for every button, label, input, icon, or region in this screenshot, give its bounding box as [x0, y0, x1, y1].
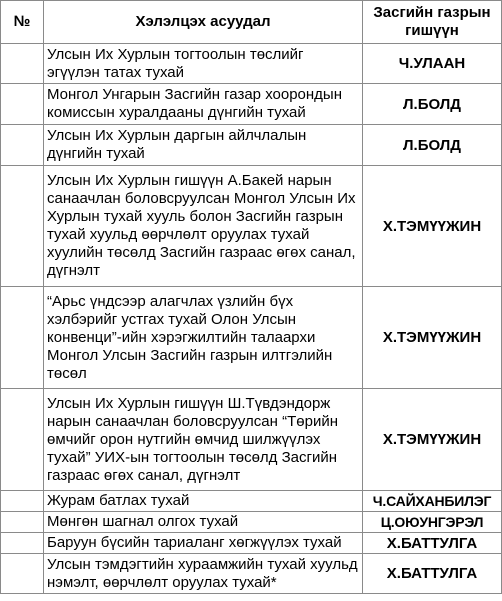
table-row: [1, 389, 502, 491]
row-member: Ч.УЛААН: [363, 44, 502, 84]
row-member: Л.БОЛД: [363, 84, 502, 125]
table-header: [1, 1, 502, 44]
row-number: [1, 554, 44, 594]
header-topic: Хэлэлцэх асуудал: [44, 1, 363, 44]
header-row: [1, 1, 502, 44]
row-number: [1, 512, 44, 533]
table-row: [1, 287, 502, 389]
row-topic: Баруун бүсийн тариаланг хөгжүүлэх тухай: [44, 533, 363, 554]
row-number: [1, 389, 44, 491]
row-member: Ч.САЙХАНБИЛЭГ: [363, 491, 502, 512]
row-number: [1, 84, 44, 125]
table-row: [1, 125, 502, 166]
table-row: [1, 44, 502, 84]
table-row: [1, 84, 502, 125]
row-topic: Мөнгөн шагнал олгох тухай: [44, 512, 363, 533]
table-row: [1, 554, 502, 594]
header-member: Засгийн газрын гишүүн: [363, 1, 502, 44]
table-row: [1, 533, 502, 554]
row-topic: Монгол Унгарын Засгийн газар хоорондын комиссын хуралдааны дүнгийн тухай: [44, 84, 363, 125]
header-number: №: [1, 1, 44, 44]
row-number: [1, 533, 44, 554]
row-number: [1, 491, 44, 512]
row-member: Х.ТЭМҮҮЖИН: [363, 166, 502, 287]
row-number: [1, 287, 44, 389]
row-member: Л.БОЛД: [363, 125, 502, 166]
row-topic: Улсын Их Хурлын тогтоолын төслийг эгүүлэн татах тухай: [44, 44, 363, 84]
row-member: Х.ТЭМҮҮЖИН: [363, 389, 502, 491]
row-topic: Улсын Их Хурлын гишүүн А.Бакей нарын санаачлан боловсруулсан Монгол Улсын Их Хурлын тухай хууль болон Засгийн газрын тухай хуульд өөрчлөлт оруулах тухай хуулийн төсөлд Засгийн газраас өгөх санал, дүгнэлт: [44, 166, 363, 287]
table-row: [1, 512, 502, 533]
row-number: [1, 44, 44, 84]
row-topic: Улсын тэмдэгтийн хураамжийн тухай хуульд нэмэлт, өөрчлөлт оруулах тухай*: [44, 554, 363, 594]
row-member: Х.БАТТУЛГА: [363, 533, 502, 554]
row-topic: “Арьс үндсээр алагчлах үзлийн бүх хэлбэрийг устгах тухай Олон Улсын конвенци”-ийн хэрэгжилтийн талаархи Монгол Улсын Засгийн газрын илтгэлийн төсөл: [44, 287, 363, 389]
row-number: [1, 125, 44, 166]
row-topic: Журам батлах тухай: [44, 491, 363, 512]
table-body: [1, 44, 502, 594]
table-row: [1, 166, 502, 287]
table-row: [1, 491, 502, 512]
row-topic: Улсын Их Хурлын гишүүн Ш.Түвдэндорж нарын санаачлан боловсруулсан “Төрийн өмчийг орон нутгийн өмчид шилжүүлэх тухай” УИХ-ын тогтоолын төсөлд Засгийн газраас өгөх санал, дүгнэлт: [44, 389, 363, 491]
row-member: Х.ТЭМҮҮЖИН: [363, 287, 502, 389]
row-number: [1, 166, 44, 287]
row-member: Х.БАТТУЛГА: [363, 554, 502, 594]
row-member: Ц.ОЮУНГЭРЭЛ: [363, 512, 502, 533]
row-topic: Улсын Их Хурлын даргын айлчлалын дүнгийн тухай: [44, 125, 363, 166]
